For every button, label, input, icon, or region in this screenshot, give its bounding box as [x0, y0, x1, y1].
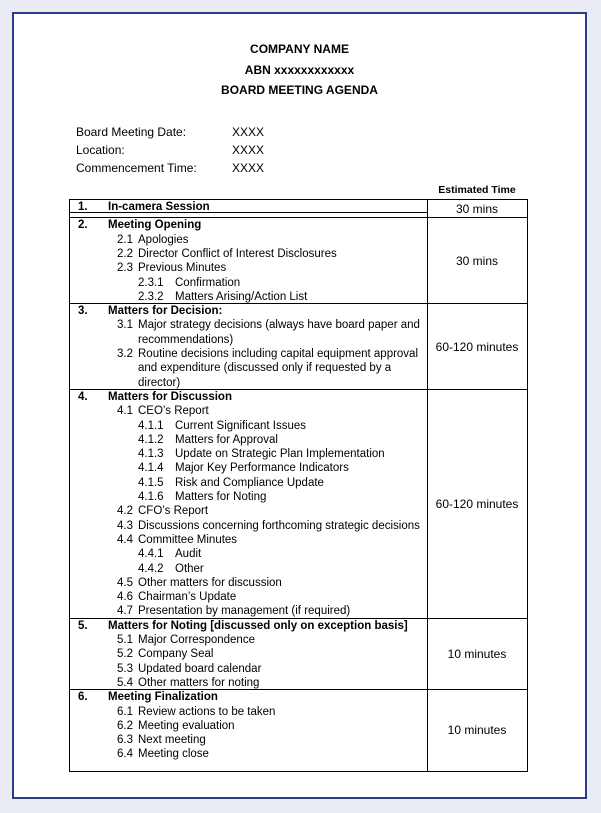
meta-row	[76, 159, 264, 177]
section-title: Meeting Opening	[108, 219, 202, 232]
commencement-time-value: XXXX	[232, 161, 265, 175]
estimated-time: 10 minutes	[447, 646, 507, 661]
agenda-item	[70, 261, 427, 276]
item-number: 4.4.1	[138, 548, 164, 561]
section-title: Meeting Finalization	[108, 691, 218, 704]
agenda-item	[70, 519, 427, 534]
item-text: Previous Minutes	[138, 262, 227, 275]
section-heading	[70, 304, 427, 319]
agenda-item	[70, 361, 427, 376]
section-number: 2.	[78, 219, 88, 232]
item-number: 4.5	[117, 576, 133, 589]
abn: ABN xxxxxxxxxxxx	[244, 63, 355, 77]
item-text: Next meeting	[138, 734, 206, 747]
page-title: BOARD MEETING AGENDA	[221, 83, 378, 97]
item-number: 4.3	[117, 519, 133, 532]
agenda-item	[70, 433, 427, 448]
item-number: 5.2	[117, 648, 133, 661]
item-number: 3.1	[117, 319, 133, 332]
agenda-item	[70, 633, 427, 648]
agenda-item	[70, 347, 427, 362]
item-text: Chairman’s Update	[138, 591, 237, 604]
agenda-item	[70, 419, 427, 434]
item-text: Matters Arising/Action List	[175, 290, 308, 303]
agenda-item	[70, 247, 427, 262]
item-number: 4.1.4	[138, 462, 164, 475]
item-number: 4.1.1	[138, 419, 164, 432]
estimated-time-header: Estimated Time	[438, 184, 516, 196]
section-number: 4.	[78, 390, 88, 403]
commencement-time-label: Commencement Time:	[76, 161, 197, 175]
item-number: 4.4.2	[138, 562, 164, 575]
item-text: Committee Minutes	[138, 533, 238, 546]
item-text: Matters for Approval	[175, 433, 278, 446]
item-text: Director Conflict of Interest Disclosures	[138, 247, 337, 260]
agenda-item	[70, 747, 427, 762]
section-number: 5.	[78, 619, 88, 632]
item-text: Presentation by management (if required)	[138, 605, 351, 618]
agenda-item	[70, 647, 427, 662]
heading-underline	[70, 212, 427, 213]
item-text: Apologies	[138, 233, 189, 246]
agenda-item	[70, 233, 427, 248]
item-number: 2.3.2	[138, 290, 164, 303]
item-text: CEO’s Report	[138, 405, 209, 418]
item-number: 4.4	[117, 533, 133, 546]
agenda-item	[70, 447, 427, 462]
meeting-date-value: XXXX	[232, 125, 265, 139]
item-number: 4.1.6	[138, 491, 164, 503]
item-number: 2.3	[117, 262, 133, 275]
item-text: Discussions concerning forthcoming strategic decisions	[138, 519, 420, 532]
item-number: 5.4	[117, 676, 133, 689]
item-text: Major Correspondence	[138, 634, 255, 646]
meta-row	[76, 141, 264, 159]
section-number: 1.	[78, 201, 88, 213]
item-text: Company Seal	[138, 648, 214, 661]
section-number: 6.	[78, 691, 88, 704]
estimated-time: 30 mins	[455, 201, 499, 216]
item-number: 4.1.2	[138, 433, 164, 446]
item-number: 4.1.5	[138, 476, 164, 489]
section-number: 3.	[78, 305, 88, 318]
section-title: In-camera Session	[108, 201, 210, 213]
agenda-item	[70, 404, 427, 419]
item-text: and expenditure (discussed only if requested by a	[138, 362, 392, 375]
item-number: 4.1	[117, 405, 133, 418]
item-number: 6.3	[117, 734, 133, 747]
item-number: 6.2	[117, 719, 133, 732]
agenda-item	[70, 490, 427, 505]
agenda-item	[70, 662, 427, 677]
agenda-item	[70, 733, 427, 748]
item-text: Other	[175, 562, 204, 575]
meeting-date-label: Board Meeting Date:	[76, 125, 187, 139]
agenda-page	[12, 12, 587, 799]
section-heading	[70, 619, 427, 634]
item-number: 4.1.3	[138, 448, 164, 461]
item-text: Risk and Compliance Update	[175, 476, 324, 489]
item-text: director)	[138, 376, 181, 389]
company-name: COMPANY NAME	[250, 42, 349, 56]
item-number: 3.2	[117, 348, 133, 360]
item-text: CFO’s Report	[138, 505, 209, 518]
item-number: 6.4	[117, 748, 133, 761]
item-text: Current Significant Issues	[175, 419, 307, 432]
item-text: Confirmation	[175, 276, 241, 289]
location-label: Location:	[76, 143, 125, 157]
meta-row	[76, 123, 264, 141]
location-value: XXXX	[232, 143, 265, 157]
item-text: Review actions to be taken	[138, 705, 276, 718]
agenda-item	[70, 705, 427, 720]
section-title: Matters for Discussion	[108, 390, 232, 403]
agenda-table	[69, 199, 528, 772]
item-text: Other matters for noting	[138, 676, 260, 689]
item-number: 6.1	[117, 705, 133, 718]
item-text: Meeting close	[138, 748, 209, 761]
item-number: 4.2	[117, 505, 133, 518]
section-heading	[70, 218, 427, 233]
item-number: 4.7	[117, 605, 133, 618]
item-number: 4.6	[117, 591, 133, 604]
agenda-item	[70, 476, 427, 491]
item-number: 5.3	[117, 662, 133, 675]
agenda-item	[70, 590, 427, 605]
agenda-item	[70, 547, 427, 562]
agenda-item	[70, 276, 427, 291]
item-text: Update on Strategic Plan Implementation	[175, 448, 385, 461]
item-text: Other matters for discussion	[138, 576, 282, 589]
estimated-time: 60-120 minutes	[435, 496, 519, 511]
section-title: Matters for Decision:	[108, 305, 223, 318]
item-text: Updated board calendar	[138, 662, 262, 675]
section-title: Matters for Noting [discussed only on exception basis]	[108, 619, 408, 632]
estimated-time: 10 minutes	[447, 723, 507, 738]
agenda-item	[70, 504, 427, 519]
section-heading	[70, 690, 427, 705]
estimated-time: 60-120 minutes	[435, 339, 519, 354]
item-number: 2.1	[117, 233, 133, 246]
estimated-time: 30 mins	[455, 253, 499, 268]
item-number: 5.1	[117, 634, 133, 646]
item-text: Matters for Noting	[175, 491, 267, 503]
item-number: 2.2	[117, 247, 133, 260]
item-text: Major strategy decisions (always have board paper and	[138, 319, 420, 332]
agenda-item	[70, 562, 427, 577]
item-number: 2.3.1	[138, 276, 164, 289]
agenda-item	[70, 719, 427, 734]
meeting-details	[76, 123, 264, 177]
column-divider	[427, 200, 428, 771]
agenda-item	[70, 333, 427, 348]
section-heading	[70, 390, 427, 405]
agenda-item	[70, 461, 427, 476]
item-text: Audit	[175, 548, 202, 561]
agenda-item	[70, 576, 427, 591]
item-text: Routine decisions including capital equipment approval	[138, 348, 419, 360]
agenda-item	[70, 533, 427, 548]
item-text: Major Key Performance Indicators	[175, 462, 349, 475]
item-text: Meeting evaluation	[138, 719, 235, 732]
item-text: recommendations)	[138, 333, 234, 346]
agenda-item	[70, 318, 427, 333]
